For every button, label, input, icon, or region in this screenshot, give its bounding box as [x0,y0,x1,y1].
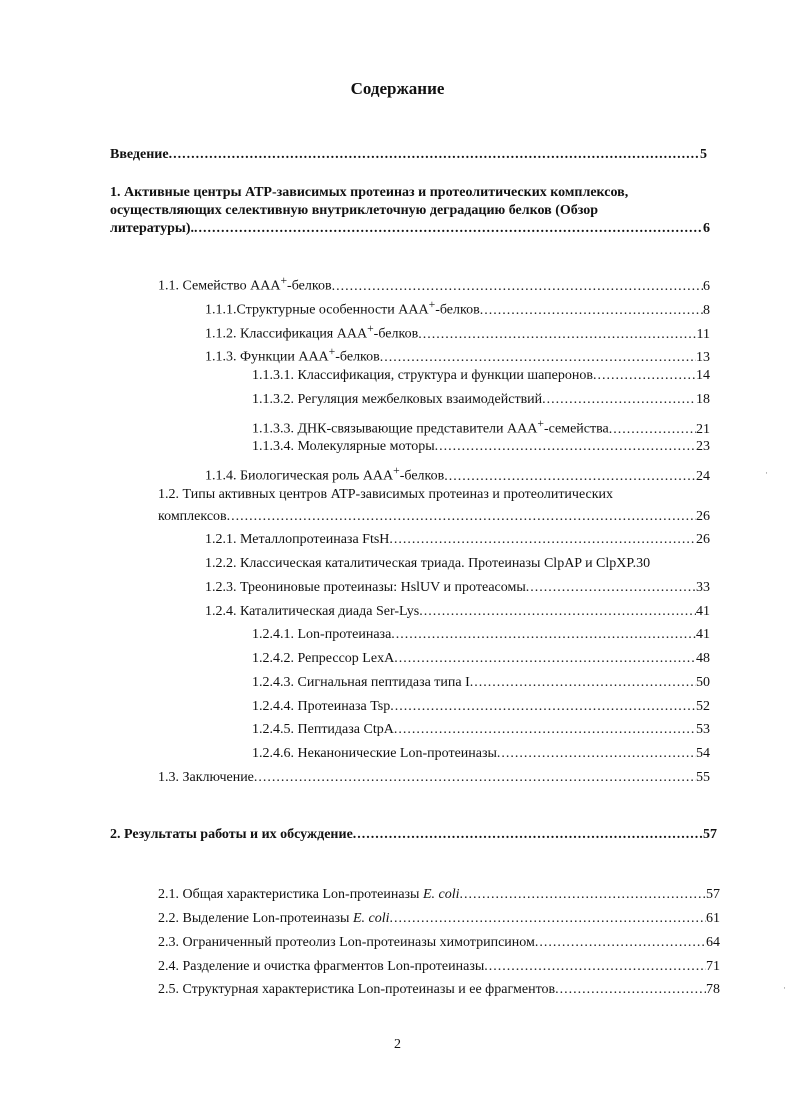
scan-speck: · [765,468,768,478]
toc-label: Введение [110,147,169,162]
toc-entry-intro[interactable] [110,146,707,163]
toc-entry-ch1-line1[interactable]: 1. Активные центры ATP-зависимых протеиназ и протеолитических комплексов, [110,185,629,200]
toc-label: 1.1.3.2. Регуляция межбелковых взаимодействий [252,392,543,407]
toc-page: 6 [703,221,710,236]
toc-entry-1-2-4-2[interactable] [252,650,710,667]
toc-leader [535,934,706,951]
toc-page: 5 [700,147,707,162]
toc-label: 1.2.4.5. Пептидаза CtpA [252,722,394,737]
toc-entry-2-4[interactable] [158,958,720,975]
toc-page: 78 [706,982,720,997]
toc-page: 57 [706,887,720,902]
toc-entry-1-2-line1[interactable]: 1.2. Типы активных центров ATP-зависимых протеиназ и протеолитических [158,487,614,502]
toc-page: 52 [696,699,710,714]
toc-label: 1.2.4.3. Сигнальная пептидаза типа I [252,675,470,690]
toc-entry-1-1-4[interactable] [205,462,710,485]
toc-entry-1-2-4-3[interactable] [252,674,710,691]
toc-leader [497,745,696,762]
toc-label: 1.1. Семейство AAA+-белков [158,274,332,294]
toc-leader [254,769,696,786]
toc-leader [227,508,696,525]
toc-leader [194,220,703,237]
toc-entry-1-1-3-2[interactable] [252,391,710,408]
toc-entry-ch1-line2[interactable]: осуществляющих селективную внутриклеточную деградацию белков (Обзор [110,203,599,218]
toc-label: 1.1.3. Функции AAA+-белков [205,345,380,365]
toc-page: 33 [696,580,710,595]
toc-page: 18 [696,392,710,407]
page-number: 2 [394,1037,401,1052]
toc-entry-1-2[interactable] [158,508,710,525]
toc-leader [555,981,706,998]
toc-entry-1-1-1[interactable] [205,296,710,319]
toc-entry-1-1-3-1[interactable] [252,367,710,384]
toc-label: комплексов [158,509,227,524]
toc-leader [390,910,706,927]
toc-entry-1-1-3[interactable] [205,343,710,366]
toc-label: 1.2.3. Треониновые протеиназы: HslUV и протеасомы [205,580,526,595]
toc-page: 26 [696,509,710,524]
toc-leader [332,278,703,295]
toc-entry-1-1-3-3[interactable] [252,415,710,438]
toc-label: 1.2.1. Металлопротеиназа FtsH [205,532,390,547]
toc-label: 1.2.4. Каталитическая диада Ser-Lys [205,604,420,619]
toc-entry-ch2[interactable] [110,826,717,843]
toc-leader [435,438,696,455]
toc-leader [418,326,696,343]
toc-page: 53 [696,722,710,737]
toc-label: 2.1. Общая характеристика Lon-протеиназы E. coli [158,887,460,902]
toc-leader [394,650,696,667]
toc-leader [389,531,696,548]
toc-entry-1-2-1[interactable] [205,531,710,548]
toc-leader [609,421,696,438]
toc-label: 1.1.4. Биологическая роль AAA+-белков [205,464,445,484]
toc-entry-2-2[interactable] [158,910,720,927]
toc-page: 41 [696,627,710,642]
toc-leader [394,721,696,738]
toc-page: 23 [696,439,710,454]
toc-entry-1-1-3-4[interactable] [252,438,710,455]
toc-leader [169,146,700,163]
toc-page: 48 [696,651,710,666]
toc-page: 30 [636,556,651,571]
toc-page: 24 [696,468,710,484]
toc-label: 1.3. Заключение [158,770,254,785]
toc-entry-ch1[interactable] [110,220,710,237]
toc-page: 8 [703,302,710,318]
toc-page: 55 [696,770,710,785]
toc-leader [419,603,696,620]
toc-page: 64 [706,935,720,950]
toc-page: 50 [696,675,710,690]
toc-label: 1.1.3.1. Классификация, структура и функции шаперонов [252,368,593,383]
toc-page: 14 [696,368,710,383]
toc-label: 1.2.4.4. Протеиназа Tsp [252,699,391,714]
toc-leader [542,391,696,408]
toc-entry-1-1[interactable] [158,272,710,295]
toc-entry-1-2-4[interactable] [205,603,710,620]
toc-label: 1.1.3.3. ДНК-связывающие представители AAA+-семейства [252,417,609,437]
toc-entry-1-2-2[interactable] [205,555,710,572]
toc-page: 57 [703,827,717,842]
toc-entry-1-1-2[interactable] [205,320,710,343]
toc-label: 1.2.4.1. Lon-протеиназа [252,627,392,642]
toc-leader [353,826,703,843]
toc-page: 41 [696,604,710,619]
toc-page: 13 [696,349,710,365]
toc-label: 2.3. Ограниченный протеолиз Lon-протеиназы химотрипсином [158,935,535,950]
toc-leader [593,367,696,384]
toc-leader [391,626,696,643]
toc-page: 6 [703,278,710,294]
page-title: Содержание [350,79,445,98]
toc-leader [460,886,706,903]
toc-label: 2. Результаты работы и их обсуждение [110,827,353,842]
toc-entry-2-5[interactable] [158,981,720,998]
toc-entry-2-1[interactable] [158,886,720,903]
toc-leader [484,958,706,975]
toc-label: 2.4. Разделение и очистка фрагментов Lon-протеиназы [158,959,485,974]
toc-label: литературы). [110,221,195,236]
scan-speck: · [783,983,786,993]
toc-page: 54 [696,746,710,761]
toc-leader [380,349,696,366]
toc-entry-1-3[interactable] [158,769,710,786]
toc-label: 2.5. Структурная характеристика Lon-протеиназы и ее фрагментов [158,982,556,997]
toc-entry-1-2-3[interactable] [205,579,710,596]
toc-label: 1.2.4.2. Репрессор LexA [252,651,395,666]
toc-label: 1.1.3.4. Молекулярные моторы [252,439,435,454]
toc-leader [444,468,696,485]
toc-label: 1.1.2. Классификация AAA+-белков [205,322,419,342]
toc-entry-1-2-4-5[interactable] [252,721,710,738]
toc-page: 21 [696,421,710,437]
toc-entry-1-2-4-6[interactable] [252,745,710,762]
toc-leader [526,579,696,596]
toc-page: 71 [706,959,720,974]
toc-label: 1.1.1.Структурные особенности AAA+-белков [205,298,480,318]
toc-entry-2-3[interactable] [158,934,720,951]
toc-page: 26 [696,532,710,547]
toc-leader [390,698,696,715]
toc-entry-1-2-4-1[interactable] [252,626,710,643]
toc-label: 1.2.4.6. Неканонические Lon-протеиназы [252,746,497,761]
toc-page: 61 [706,911,720,926]
toc-label: 2.2. Выделение Lon-протеиназы E. coli [158,911,390,926]
toc-leader [480,302,703,319]
toc-page: 11 [696,326,710,342]
toc-entry-1-2-4-4[interactable] [252,698,710,715]
toc-leader [470,674,696,691]
toc-label: 1.2.2. Классическая каталитическая триада. Протеиназы ClpAP и ClpXP. [205,556,637,571]
